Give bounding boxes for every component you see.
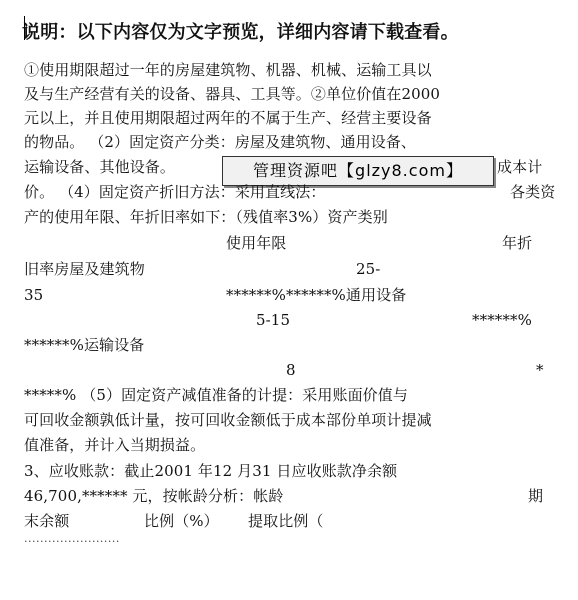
- text-line: 比例（%）: [144, 512, 219, 530]
- text-line: 成本计: [497, 158, 543, 176]
- text-line: 46,700,****** 元，按帐龄分析：帐龄: [24, 487, 284, 505]
- text-line: 25-: [356, 260, 381, 278]
- text-line: 年折: [502, 234, 533, 252]
- text-line: ******%: [472, 311, 532, 329]
- text-line: 8: [286, 361, 296, 379]
- text-line: 期: [528, 487, 544, 505]
- text-line: *: [536, 361, 544, 379]
- text-line: 产的使用年限、年折旧率如下：（残值率3%）资产类别: [24, 208, 388, 226]
- text-line: 的物品。 （2）固定资产分类：房屋及建筑物、通用设备、: [24, 133, 417, 151]
- watermark-banner: 管理资源吧【glzy8.com】: [222, 156, 494, 186]
- text-line: ①使用期限超过一年的房屋建筑物、机器、机械、运输工具以: [24, 61, 432, 79]
- text-line: 各类资: [510, 183, 556, 201]
- text-line: 35: [24, 286, 44, 304]
- preview-notice: 说明：以下内容仅为文字预览，详细内容请下载查看。: [22, 22, 459, 43]
- text-line: 价。 （4）固定资产折旧方法：采用直线法：: [24, 183, 326, 201]
- leader-dots: ........................: [24, 532, 120, 545]
- text-line: 提取比例（: [248, 512, 324, 530]
- text-line: 5-15: [256, 311, 291, 329]
- text-line: 元以上，并且使用期限超过两年的不属于生产、经营主要设备: [24, 109, 432, 127]
- text-line: 及与生产经营有关的设备、器具、工具等。②单位价值在2000: [24, 85, 441, 103]
- text-line: ******%******%通用设备: [226, 286, 407, 304]
- text-line: ******%运输设备: [24, 336, 145, 354]
- text-line: 旧率房屋及建筑物: [24, 260, 145, 278]
- text-line: 使用年限: [226, 234, 287, 252]
- text-line: 可回收金额孰低计量，按可回收金额低于成本部份单项计提减: [24, 411, 432, 429]
- text-line: 运输设备、其他设备。: [24, 158, 176, 176]
- text-line: 3、应收账款：截止2001 年12 月31 日应收账款净余额: [24, 462, 398, 480]
- text-line: 值准备，并计入当期损益。: [24, 436, 206, 454]
- text-line: *****% （5）固定资产减值准备的计提：采用账面价值与: [24, 386, 408, 404]
- text-line: 末余额: [24, 512, 70, 530]
